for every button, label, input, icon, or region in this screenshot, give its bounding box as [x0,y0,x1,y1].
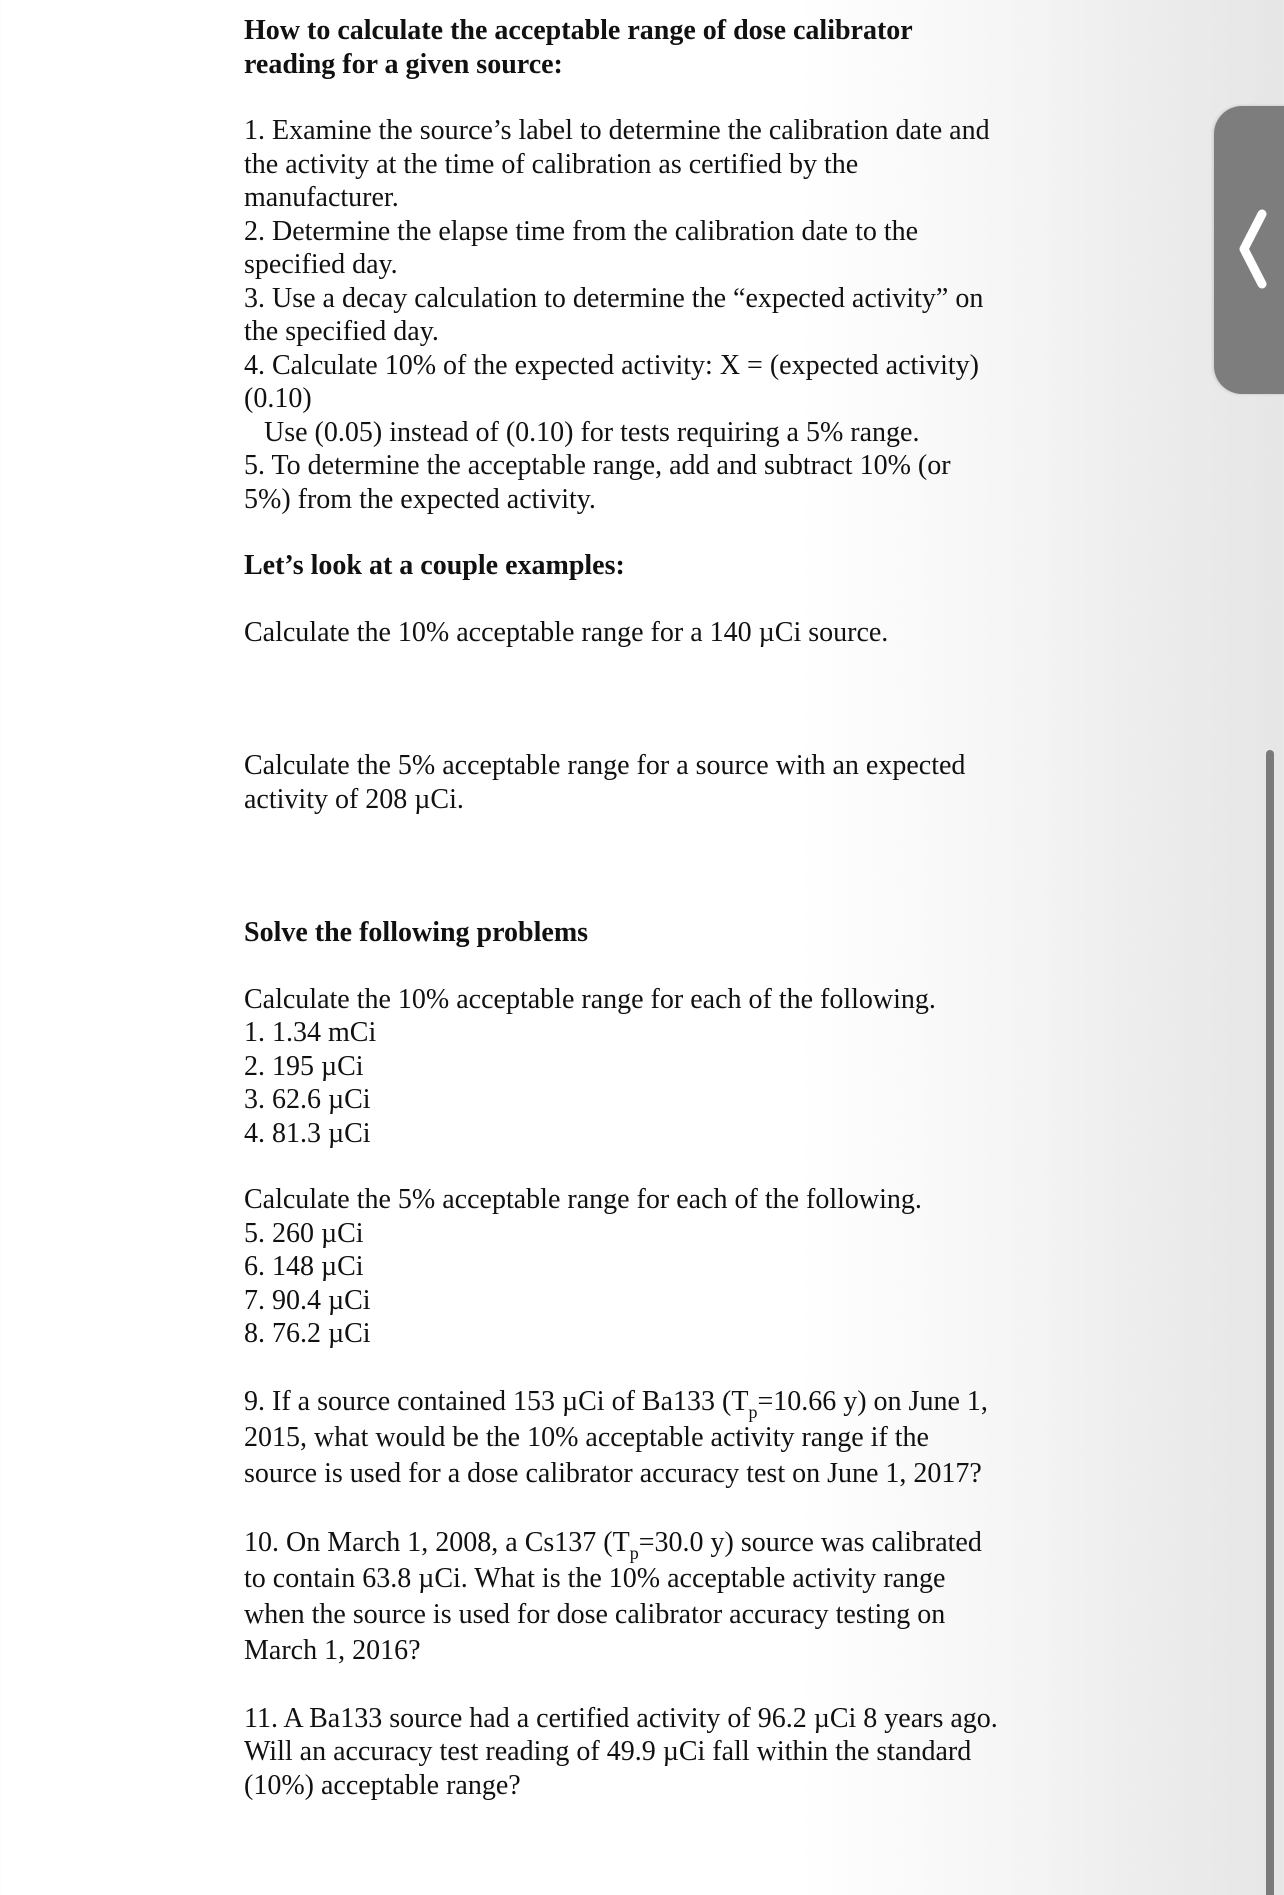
page-title-line-2: reading for a given source: [244,48,563,80]
problem-10-text-a: 10. On March 1, 2008, a Cs137 (T [244,1526,630,1558]
problem-9 [244,1384,1004,1492]
scrollbar[interactable] [1266,750,1274,1895]
step-1: 1. Examine the source’s label to determine the calibration date and the activity at the time of calibration as certified by the manufacturer. [244,115,990,213]
examples-heading: Let’s look at a couple examples: [244,550,625,581]
problem-item: 2. 195 µCi [244,1050,364,1082]
page-title-line-1: How to calculate the acceptable range of dose calibrator [244,15,913,46]
problem-11: 11. A Ba133 source had a certified activity of 96.2 µCi 8 years ago. Will an accuracy test reading of 49.9 µCi fall within the standard (10%) acceptable range? [244,1702,998,1801]
problem-9-text-b: =10.66 y) on June 1, 2015, what would be the 10% acceptable activity range if the source is used for a dose calibrator accuracy test on June 1, 2017? [244,1385,988,1489]
step-3: 3. Use a decay calculation to determine the “expected activity” on the specified day. [244,282,984,347]
problem-10-text-b: =30.0 y) source was calibrated to contain 63.8 µCi. What is the 10% acceptable activity range when the source is used for dose calibrator accuracy testing on March 1, 2016? [244,1526,982,1666]
example-1: Calculate the 10% acceptable range for a 140 µCi source. [244,616,889,648]
chevron-left-icon [1232,208,1272,290]
problem-9-subscript: p [748,1401,758,1422]
document-page [244,14,1004,1802]
problem-9-text-a: 9. If a source contained 153 µCi of Ba133 (T [244,1385,749,1417]
steps-list [244,114,1004,516]
problem-10 [244,1525,1004,1669]
example-2: Calculate the 5% acceptable range for a source with an expected activity of 208 µCi. [244,750,966,815]
problem-item: 8. 76.2 µCi [244,1318,371,1349]
problem-group-1 [244,983,1004,1151]
step-4: 4. Calculate 10% of the expected activity: X = (expected activity)(0.10) [244,349,979,414]
problem-item: 3. 62.6 µCi [244,1084,371,1115]
problem-10-subscript: p [629,1542,639,1563]
problem-item: 4. 81.3 µCi [244,1117,371,1149]
step-4-note: Use (0.05) instead of (0.10) for tests requiring a 5% range. [264,416,920,448]
group-1-intro: Calculate the 10% acceptable range for each of the following. [244,983,936,1015]
step-2: 2. Determine the elapse time from the calibration date to the specified day. [244,215,919,280]
problem-item: 7. 90.4 µCi [244,1284,371,1316]
problem-item: 6. 148 µCi [244,1251,364,1282]
side-panel-toggle[interactable] [1214,106,1284,394]
problem-item: 5. 260 µCi [244,1217,364,1249]
group-2-intro: Calculate the 5% acceptable range for each of the following. [244,1184,922,1215]
problems-heading: Solve the following problems [244,917,589,948]
problem-group-2 [244,1183,1004,1351]
page-title [244,14,1004,81]
problem-item: 1. 1.34 mCi [244,1017,377,1048]
step-5: 5. To determine the acceptable range, add and subtract 10% (or 5%) from the expected activity. [244,450,951,515]
